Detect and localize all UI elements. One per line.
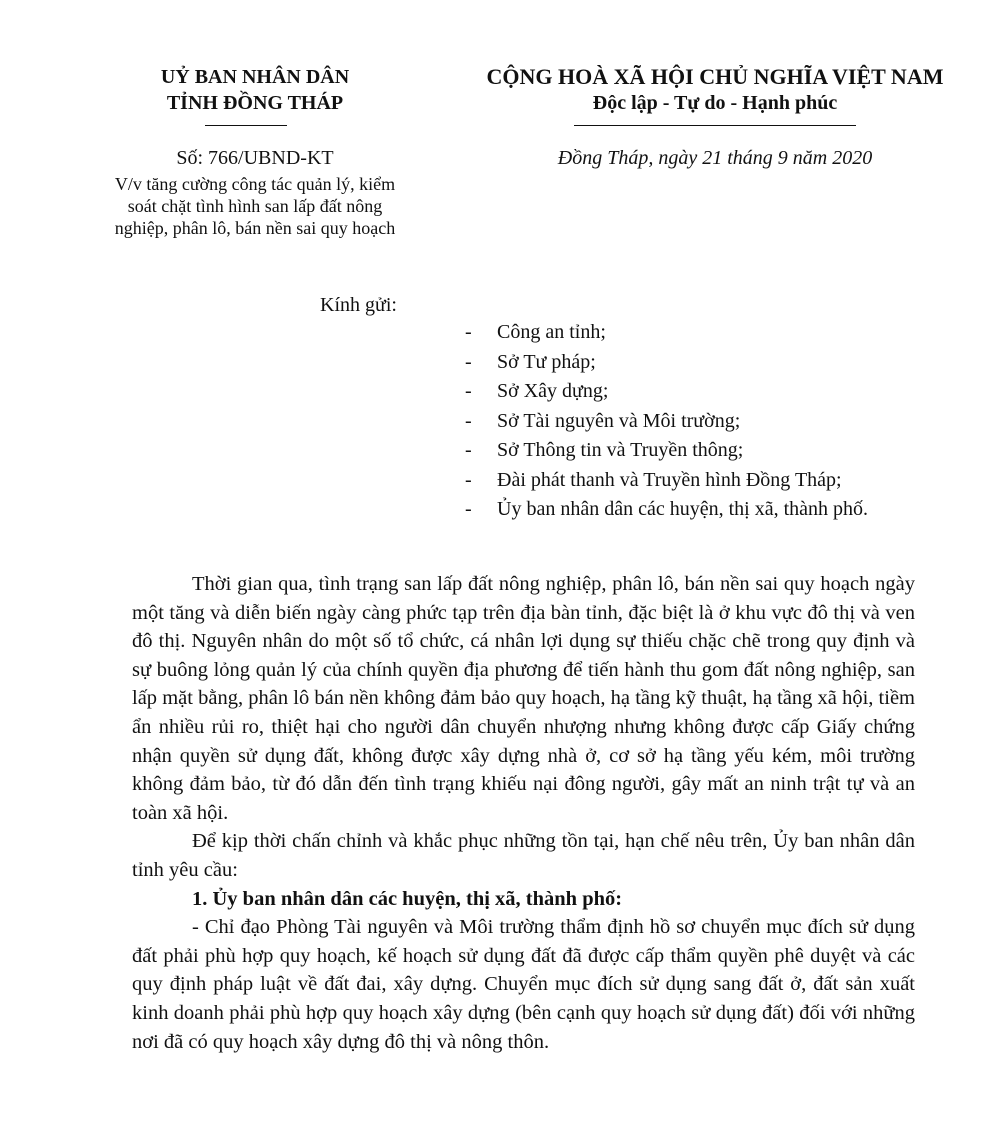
document-number: Số: 766/UBND-KT [176,147,334,169]
recipient-item: - Ủy ban nhân dân các huyện, thị xã, thành phố. [465,498,869,520]
recipient-item: - Đài phát thanh và Truyền hình Đồng Tháp; [465,468,842,491]
document-subject [95,173,415,239]
body-paragraph-1: Thời gian qua, tình trạng san lấp đất nông nghiệp, phân lô, bán nền sai quy hoạch ngày một tăng và diễn biến ngày càng phức tạp trên địa bàn tỉnh, đặc biệt là ở khu vực đô thị và ven đô thị. Nguyên nhân do một số tổ chức, cá nhân lợi dụng sự thiếu chặc chẽ trong quy định và sự buông lỏng quản lý của chính quyền địa phương để tiến hành thu gom đất nông nghiệp, san lấp mặt bằng, phân lô bán nền không đảm bảo quy hoạch, hạ tầng kỹ thuật, hạ tầng xã hội, tiềm ẩn nhiều rủi ro, thiệt hại cho người dân chuyển nhượng nhưng không được cấp Giấy chứng nhận quyền sử dụng đất, không được xây dựng nhà ở, cơ sở hạ tầng yếu kém, môi trường không đảm bảo, từ đó dẫn đến tình trạng khiếu nại đông người, gây mất an ninh trật tự và an toàn xã hội. [132,573,915,824]
subject-line-1: V/v tăng cường công tác quản lý, kiểm [114,174,396,194]
national-motto [470,64,960,116]
body-paragraph-3: - Chỉ đạo Phòng Tài nguyên và Môi trường thẩm định hồ sơ chuyển mục đích sử dụng đất phải phù hợp quy hoạch, kế hoạch sử dụng đất đã được cấp thẩm quyền phê duyệt và các quy định pháp luật về đất đai, xây dựng. Chuyển mục đích sử dụng sang đất ở, đất sản xuất kinh doanh phải phù hợp quy hoạch xây dựng (bên cạnh quy hoạch sử dụng đất) đối với những nơi đã có quy hoạch xây dựng đô thị và nông thôn. [132,916,915,1053]
recipient-list [465,318,868,525]
agency-underline [205,125,287,126]
letter-body [132,570,915,1056]
body-paragraph-2: Để kịp thời chấn chỉnh và khắc phục những tồn tại, hạn chế nêu trên, Ủy ban nhân dân tỉnh yêu cầu: [132,830,915,881]
recipient-item: - Sở Tài nguyên và Môi trường; [465,409,741,432]
document-date: Đồng Tháp, ngày 21 tháng 9 năm 2020 [557,147,873,169]
recipient-item: - Sở Tư pháp; [465,350,596,373]
issuing-agency [95,64,415,116]
addressee-label: Kính gửi: [320,294,397,316]
agency-line-2: TỈNH ĐỒNG THÁP [166,92,344,114]
section-1-heading: 1. Ủy ban nhân dân các huyện, thị xã, thành phố: [192,887,623,910]
nation-line-2: Độc lập - Tự do - Hạnh phúc [592,92,838,114]
nation-line-1: CỘNG HOÀ XÃ HỘI CHỦ NGHĨA VIỆT NAM [486,64,944,89]
subject-line-2: soát chặt tình hình san lấp đất nông [127,196,383,216]
motto-underline [574,125,856,126]
recipient-item: - Sở Thông tin và Truyền thông; [465,439,744,461]
agency-line-1: UỶ BAN NHÂN DÂN [160,66,350,88]
subject-line-3: nghiệp, phân lô, bán nền sai quy hoạch [114,218,396,238]
recipient-item: - Công an tỉnh; [465,321,606,343]
recipient-item: - Sở Xây dựng; [465,380,609,402]
